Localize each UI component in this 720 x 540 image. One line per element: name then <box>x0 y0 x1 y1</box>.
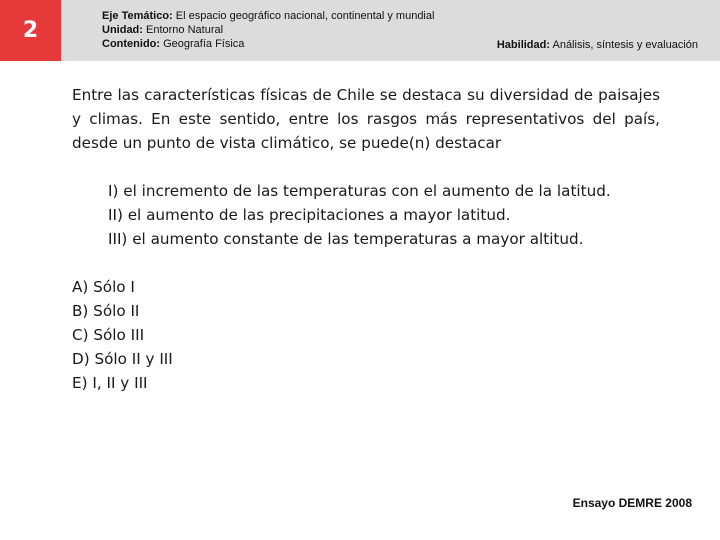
header-contenido <box>102 38 244 51</box>
header-habilidad <box>497 39 698 52</box>
contenido-label: Contenido: <box>102 38 161 50</box>
option-e[interactable]: E) I, II y III <box>72 374 148 392</box>
option-a[interactable]: A) Sólo I <box>72 278 135 296</box>
eje-value: El espacio geográfico nacional, continental y mundial <box>175 10 435 22</box>
option-d[interactable]: D) Sólo II y III <box>72 350 173 368</box>
option-b[interactable]: B) Sólo II <box>72 302 140 320</box>
statement-item: II) el aumento de las precipitaciones a mayor latitud. <box>108 206 511 224</box>
header-unidad <box>102 24 223 37</box>
answer-options <box>72 275 173 395</box>
statement-item: I) el incremento de las temperaturas con el aumento de la latitud. <box>108 182 611 200</box>
option-c[interactable]: C) Sólo III <box>72 326 145 344</box>
statement-item: III) el aumento constante de las temperaturas a mayor altitud. <box>108 230 584 248</box>
unidad-value: Entorno Natural <box>146 24 224 36</box>
header-eje-tematico <box>102 10 434 23</box>
unidad-label: Unidad: <box>102 24 143 36</box>
question-number-badge <box>0 0 61 61</box>
question-text: Entre las características físicas de Chile se destaca su diversidad de paisajes y climas. En este sentido, entre los rasgos más representativos del país, desde un punto de vista climático, se puede(n) destacar <box>72 86 660 152</box>
habilidad-label: Habilidad: <box>496 39 551 51</box>
question-number: 2 <box>22 18 39 43</box>
habilidad-value: Análisis, síntesis y evaluación <box>552 39 698 51</box>
source-label: Ensayo DEMRE 2008 <box>572 496 692 510</box>
contenido-value: Geografía Física <box>163 38 245 50</box>
statement-list <box>108 179 611 251</box>
eje-label: Eje Temático: <box>102 10 173 22</box>
